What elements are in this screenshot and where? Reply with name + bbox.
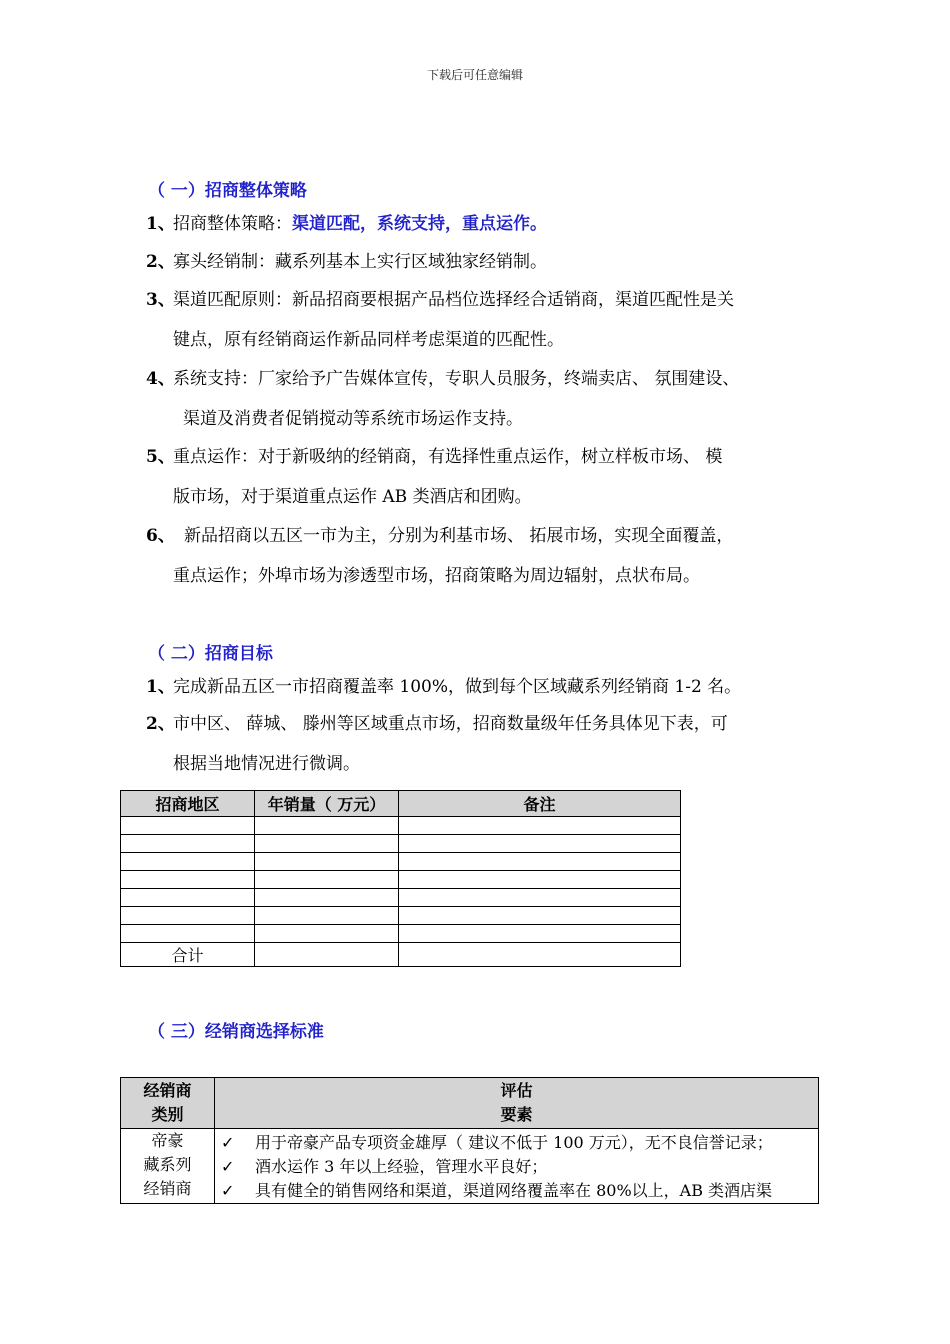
item-number: 6、 bbox=[146, 526, 175, 546]
header-line: 类别 bbox=[151, 1105, 184, 1124]
item-text: 市中区、 薛城、 滕州等区域重点市场，招商数量级年任务具体见下表，可 bbox=[173, 714, 728, 734]
item-text-continued: 版市场，对于渠道重点运作 AB 类酒店和团购。 bbox=[173, 487, 532, 507]
item-number: 4、 bbox=[146, 369, 175, 389]
table-cell bbox=[121, 853, 255, 871]
table-cell bbox=[399, 889, 681, 907]
table-row bbox=[121, 889, 681, 907]
table-row bbox=[121, 835, 681, 853]
total-label: 合计 bbox=[121, 943, 255, 967]
checkmark-icon: ✓ bbox=[221, 1157, 235, 1176]
table-cell bbox=[121, 835, 255, 853]
table-cell bbox=[399, 835, 681, 853]
section-heading-targets: （ 二）招商目标 bbox=[148, 644, 273, 664]
table-cell bbox=[255, 925, 399, 943]
table-cell bbox=[121, 817, 255, 835]
table-cell bbox=[399, 943, 681, 967]
item-number: 1、 bbox=[146, 677, 175, 697]
table-row bbox=[121, 871, 681, 889]
section-heading-strategy: （ 一）招商整体策略 bbox=[148, 181, 307, 201]
col-header-region: 招商地区 bbox=[121, 791, 255, 817]
list-item bbox=[146, 667, 826, 707]
header-line: 要素 bbox=[500, 1105, 533, 1124]
item-text: 系统支持：厂家给予广告媒体宣传，专职人员服务，终端卖店、 氛围建设、 bbox=[173, 369, 740, 389]
table-cell bbox=[255, 853, 399, 871]
table-total-row bbox=[121, 943, 681, 967]
header-line: 经销商 bbox=[143, 1081, 192, 1100]
list-item bbox=[146, 204, 826, 244]
requirement-item bbox=[215, 1131, 818, 1155]
table-cell bbox=[399, 817, 681, 835]
table-cell bbox=[399, 925, 681, 943]
table-row bbox=[121, 1129, 819, 1204]
item-highlight: 渠道匹配，系统支持，重点运作。 bbox=[292, 214, 547, 234]
table-cell bbox=[399, 907, 681, 925]
table-cell bbox=[121, 907, 255, 925]
requirements-cell bbox=[215, 1129, 819, 1204]
item-text-continued: 键点，原有经销商运作新品同样考虑渠道的匹配性。 bbox=[173, 330, 564, 350]
page-header: 下载后可任意编辑 bbox=[426, 68, 523, 82]
table-cell bbox=[121, 925, 255, 943]
table-cell bbox=[255, 889, 399, 907]
table-row bbox=[121, 907, 681, 925]
requirement-item bbox=[215, 1179, 818, 1203]
category-line: 经销商 bbox=[143, 1179, 192, 1198]
item-text-continued: 渠道及消费者促销搅动等系统市场运作支持。 bbox=[183, 409, 523, 429]
list-item bbox=[146, 704, 826, 784]
col-header-sales: 年销量（ 万元） bbox=[255, 791, 399, 817]
requirement-text: 酒水运作 3 年以上经验，管理水平良好； bbox=[255, 1157, 548, 1176]
item-text: 新品招商以五区一市为主，分别为利基市场、 拓展市场，实现全面覆盖， bbox=[184, 526, 734, 546]
dealer-criteria-table bbox=[120, 1077, 819, 1204]
item-number: 1、 bbox=[146, 214, 175, 234]
item-text: 寡头经销制：藏系列基本上实行区域独家经销制。 bbox=[173, 252, 547, 272]
dealer-category-cell bbox=[121, 1129, 215, 1204]
table-cell bbox=[255, 943, 399, 967]
item-number: 2、 bbox=[146, 252, 175, 272]
item-text: 重点运作：对于新吸纳的经销商，有选择性重点运作，树立样板市场、 模 bbox=[173, 447, 723, 467]
table-cell bbox=[121, 889, 255, 907]
col-header-notes: 备注 bbox=[399, 791, 681, 817]
item-label: 招商整体策略： bbox=[173, 214, 292, 234]
header-line: 评估 bbox=[500, 1081, 533, 1100]
col-header-category bbox=[121, 1078, 215, 1129]
table-row bbox=[121, 925, 681, 943]
item-text-continued: 根据当地情况进行微调。 bbox=[173, 754, 360, 774]
checkmark-icon: ✓ bbox=[221, 1133, 235, 1152]
list-item bbox=[146, 242, 826, 282]
table-cell bbox=[399, 853, 681, 871]
table-row bbox=[121, 817, 681, 835]
table-header-row bbox=[121, 1078, 819, 1129]
item-text: 渠道匹配原则：新品招商要根据产品档位选择经合适销商，渠道匹配性是关 bbox=[173, 290, 734, 310]
requirement-text: 用于帝豪产品专项资金雄厚（ 建议不低于 100 万元），无不良信誉记录； bbox=[255, 1133, 773, 1152]
table-cell bbox=[399, 871, 681, 889]
table-row bbox=[121, 853, 681, 871]
list-item bbox=[146, 359, 826, 439]
list-item bbox=[146, 516, 826, 596]
item-text-continued: 重点运作；外埠市场为渗透型市场，招商策略为周边辐射，点状布局。 bbox=[173, 566, 700, 586]
category-line: 帝豪 bbox=[151, 1131, 184, 1150]
item-text: 完成新品五区一市招商覆盖率 100%，做到每个区域藏系列经销商 1-2 名。 bbox=[173, 677, 742, 697]
list-item bbox=[146, 437, 826, 517]
item-number: 5、 bbox=[146, 447, 175, 467]
table-cell bbox=[255, 907, 399, 925]
item-number: 3、 bbox=[146, 290, 175, 310]
table-cell bbox=[255, 871, 399, 889]
target-table bbox=[120, 790, 681, 967]
requirement-item bbox=[215, 1155, 818, 1179]
section-heading-dealer-criteria: （ 三）经销商选择标准 bbox=[148, 1022, 324, 1042]
col-header-evaluation bbox=[215, 1078, 819, 1129]
list-item bbox=[146, 280, 826, 360]
table-cell bbox=[121, 871, 255, 889]
table-header-row bbox=[121, 791, 681, 817]
requirement-text: 具有健全的销售网络和渠道，渠道网络覆盖率在 80%以上，AB 类酒店渠 bbox=[255, 1181, 773, 1200]
item-number: 2、 bbox=[146, 714, 175, 734]
table-cell bbox=[255, 835, 399, 853]
category-line: 藏系列 bbox=[143, 1155, 192, 1174]
table-cell bbox=[255, 817, 399, 835]
checkmark-icon: ✓ bbox=[221, 1181, 235, 1200]
